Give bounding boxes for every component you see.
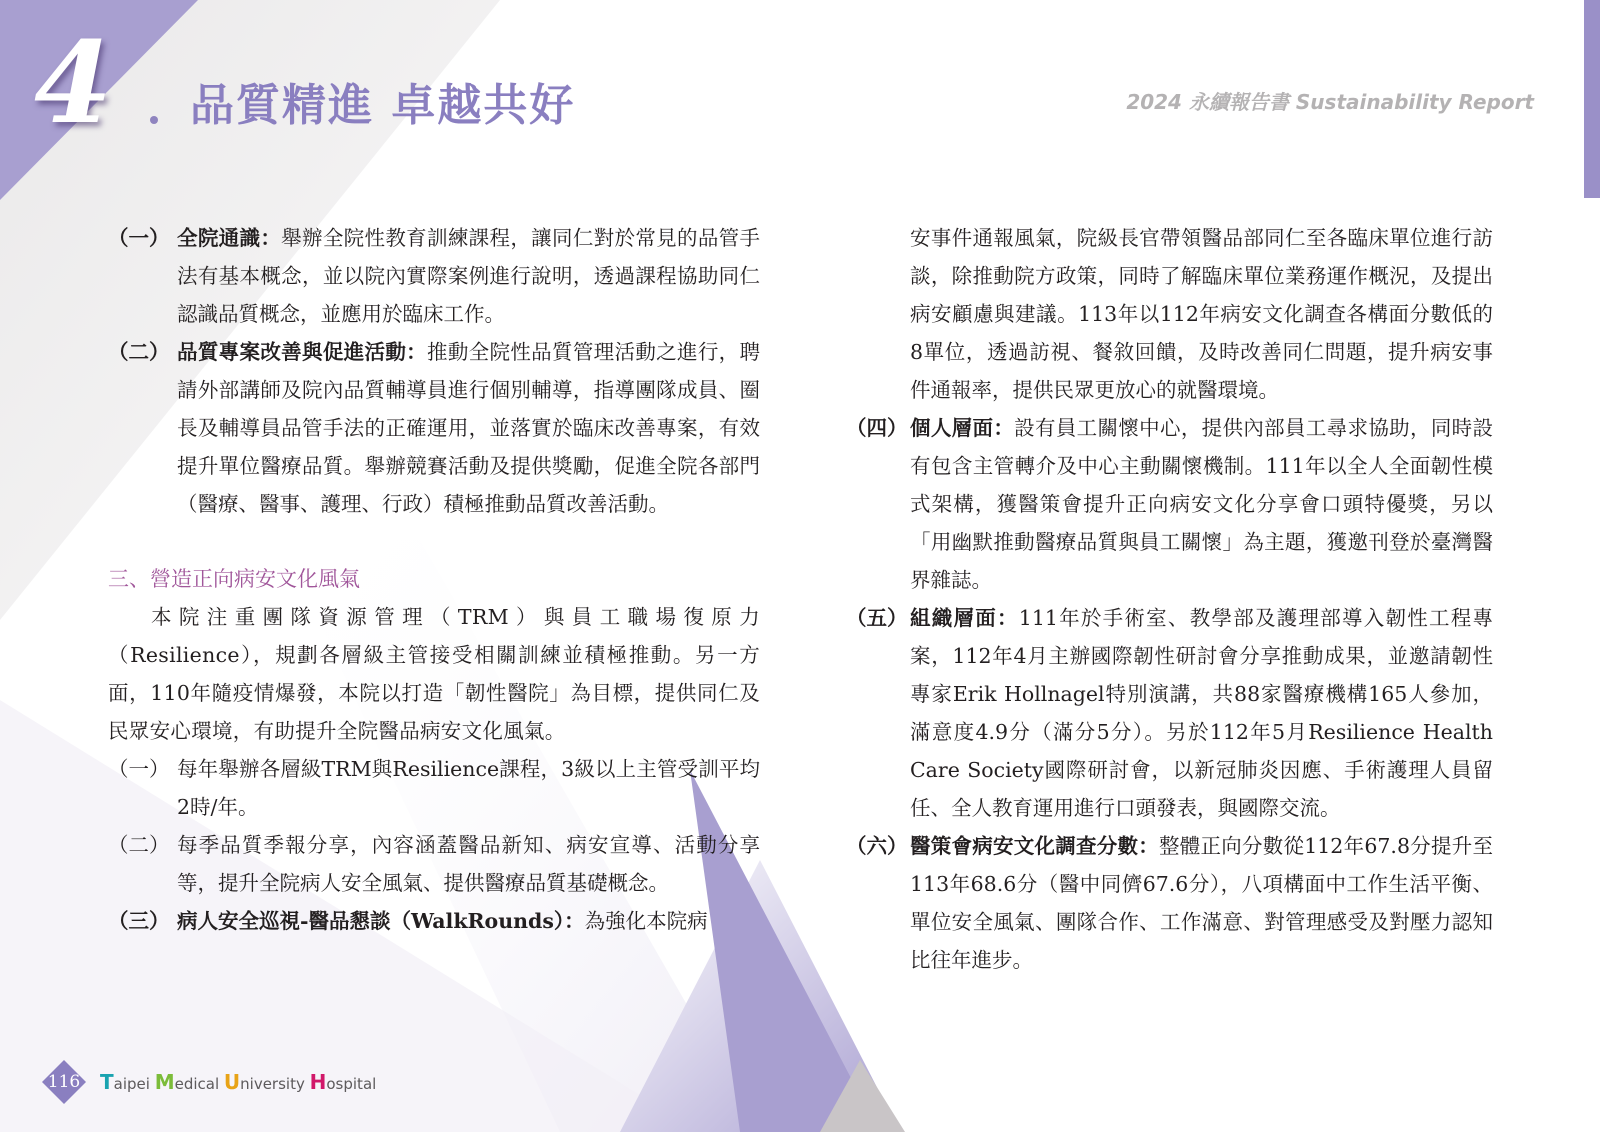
- list-item-trm-courses: [108, 750, 760, 826]
- item-text: 每年舉辦各層級TRM與Resilience課程，3級以上主管受訓平均2時/年。: [177, 757, 760, 819]
- item-text: 設有員工關懷中心，提供內部員工尋求協助，同時設有包含主管轉介及中心主動關懷機制。111年以全人全面韌性模式架構，獲醫策會提升正向病安文化分享會口頭特優獎，另以「用幽默推動醫療品質與員工關懷」為主題，獲邀刊登於臺灣醫界雜誌。: [910, 416, 1494, 592]
- item-lead: 品質專案改善與促進活動：: [177, 340, 427, 364]
- chapter-dot: [150, 116, 158, 124]
- item-text: 推動全院性品質管理活動之進行，聘請外部講師及院內品質輔導員進行個別輔導，指導團隊成員、圈長及輔導員品管手法的正確運用，並落實於臨床改善專案，有效提升單位醫療品質。舉辦競賽活動及提供獎勵，促進全院各部門（醫療、醫事、護理、行政）積極推動品質改善活動。: [177, 340, 760, 516]
- hospital-logo-text: [100, 1070, 376, 1094]
- item-text: 整體正向分數從112年67.8分提升至113年68.6分（醫中同儕67.6分），八項構面中工作生活平衡、單位安全風氣、團隊合作、工作滿意、對管理感受及對壓力認知比往年進步。: [910, 834, 1493, 972]
- right-column: [846, 219, 1493, 979]
- item-number: （四）: [846, 416, 908, 440]
- section-heading: 三、營造正向病安文化風氣: [108, 567, 360, 591]
- hospital-letter-h: H: [309, 1070, 327, 1094]
- item-text: 111年於手術室、教學部及護理部導入韌性工程專案，112年4月主辦國際韌性研討會分享推動成果，並邀請韌性專家Erik Hollnagel特別演講，共88家醫療機構165人參加，滿意度4.9分（滿分5分）。另於112年5月Resilience Health Care Society國際研討會，以新冠肺炎因應、手術護理人員留任、全人教育運用進行口頭發表，與國際交流。: [910, 606, 1493, 820]
- item-number: （六）: [846, 834, 908, 858]
- continuation-paragraph: 安事件通報風氣，院級長官帶領醫品部同仁至各臨床單位進行訪談，除推動院方政策，同時了解臨床單位業務運作概況，及提出病安顧慮與建議。113年以112年病安文化調查各構面分數低的8單位，透過訪視、餐敘回饋，及時改善同仁問題，提升病安事件通報率，提供民眾更放心的就醫環境。: [910, 226, 1493, 402]
- section-paragraph: 本院注重團隊資源管理（TRM）與員工職場復原力（Resilience），規劃各層級主管接受相關訓練並積極推動。另一方面，110年隨疫情爆發，本院以打造「韌性醫院」為目標，提供同仁及民眾安心環境，有助提升全院醫品病安文化風氣。: [108, 605, 760, 743]
- chapter-number: 4: [34, 18, 112, 149]
- hospital-word-rest: niversity: [240, 1075, 310, 1093]
- page-number: 116: [47, 1072, 81, 1092]
- page-number-badge: [42, 1060, 86, 1104]
- list-item-walkrounds: [108, 902, 760, 940]
- report-title: 2024 永續報告書 Sustainability Report: [1126, 90, 1534, 114]
- item-number: （五）: [846, 606, 908, 630]
- list-item-personal-level: [846, 409, 1493, 599]
- item-text: 為強化本院病: [584, 909, 708, 933]
- chapter-title: 品質精進 卓越共好: [190, 80, 576, 131]
- item-number: （一）: [108, 757, 170, 781]
- hospital-word-rest: aipei: [113, 1075, 155, 1093]
- item-text: 舉辦全院性教育訓練課程，讓同仁對於常見的品管手法有基本概念，並以院內實際案例進行說明，透過課程協助同仁認識品質概念，並應用於臨床工作。: [177, 226, 761, 326]
- item-number: （二）: [108, 833, 170, 857]
- side-accent-bar: [1584, 0, 1600, 198]
- hospital-word-rest: ospital: [326, 1075, 377, 1093]
- item-lead: 醫策會病安文化調查分數：: [910, 834, 1159, 858]
- hospital-letter-m: M: [154, 1070, 175, 1094]
- item-number: （二）: [108, 340, 170, 364]
- item-lead: 組織層面：: [910, 606, 1019, 630]
- list-item-survey-score: [846, 827, 1493, 979]
- list-item-organization-level: [846, 599, 1493, 827]
- left-column: [108, 219, 760, 940]
- item-number: （一）: [108, 226, 170, 250]
- item-lead: 病人安全巡視-醫品懇談（WalkRounds）：: [177, 909, 585, 933]
- list-item-quality-project: [108, 333, 760, 523]
- item-text: 每季品質季報分享，內容涵蓋醫品新知、病安宣導、活動分享等，提升全院病人安全風氣、提供醫療品質基礎概念。: [177, 833, 760, 895]
- list-item-general-education: [108, 219, 760, 333]
- hospital-word-rest: edical: [174, 1075, 224, 1093]
- item-lead: 全院通識：: [177, 226, 282, 250]
- item-number: （三）: [108, 909, 170, 933]
- hospital-letter-u: U: [223, 1070, 241, 1094]
- item-lead: 個人層面：: [910, 416, 1015, 440]
- hospital-letter-t: T: [100, 1070, 114, 1094]
- list-item-quarterly-report: [108, 826, 760, 902]
